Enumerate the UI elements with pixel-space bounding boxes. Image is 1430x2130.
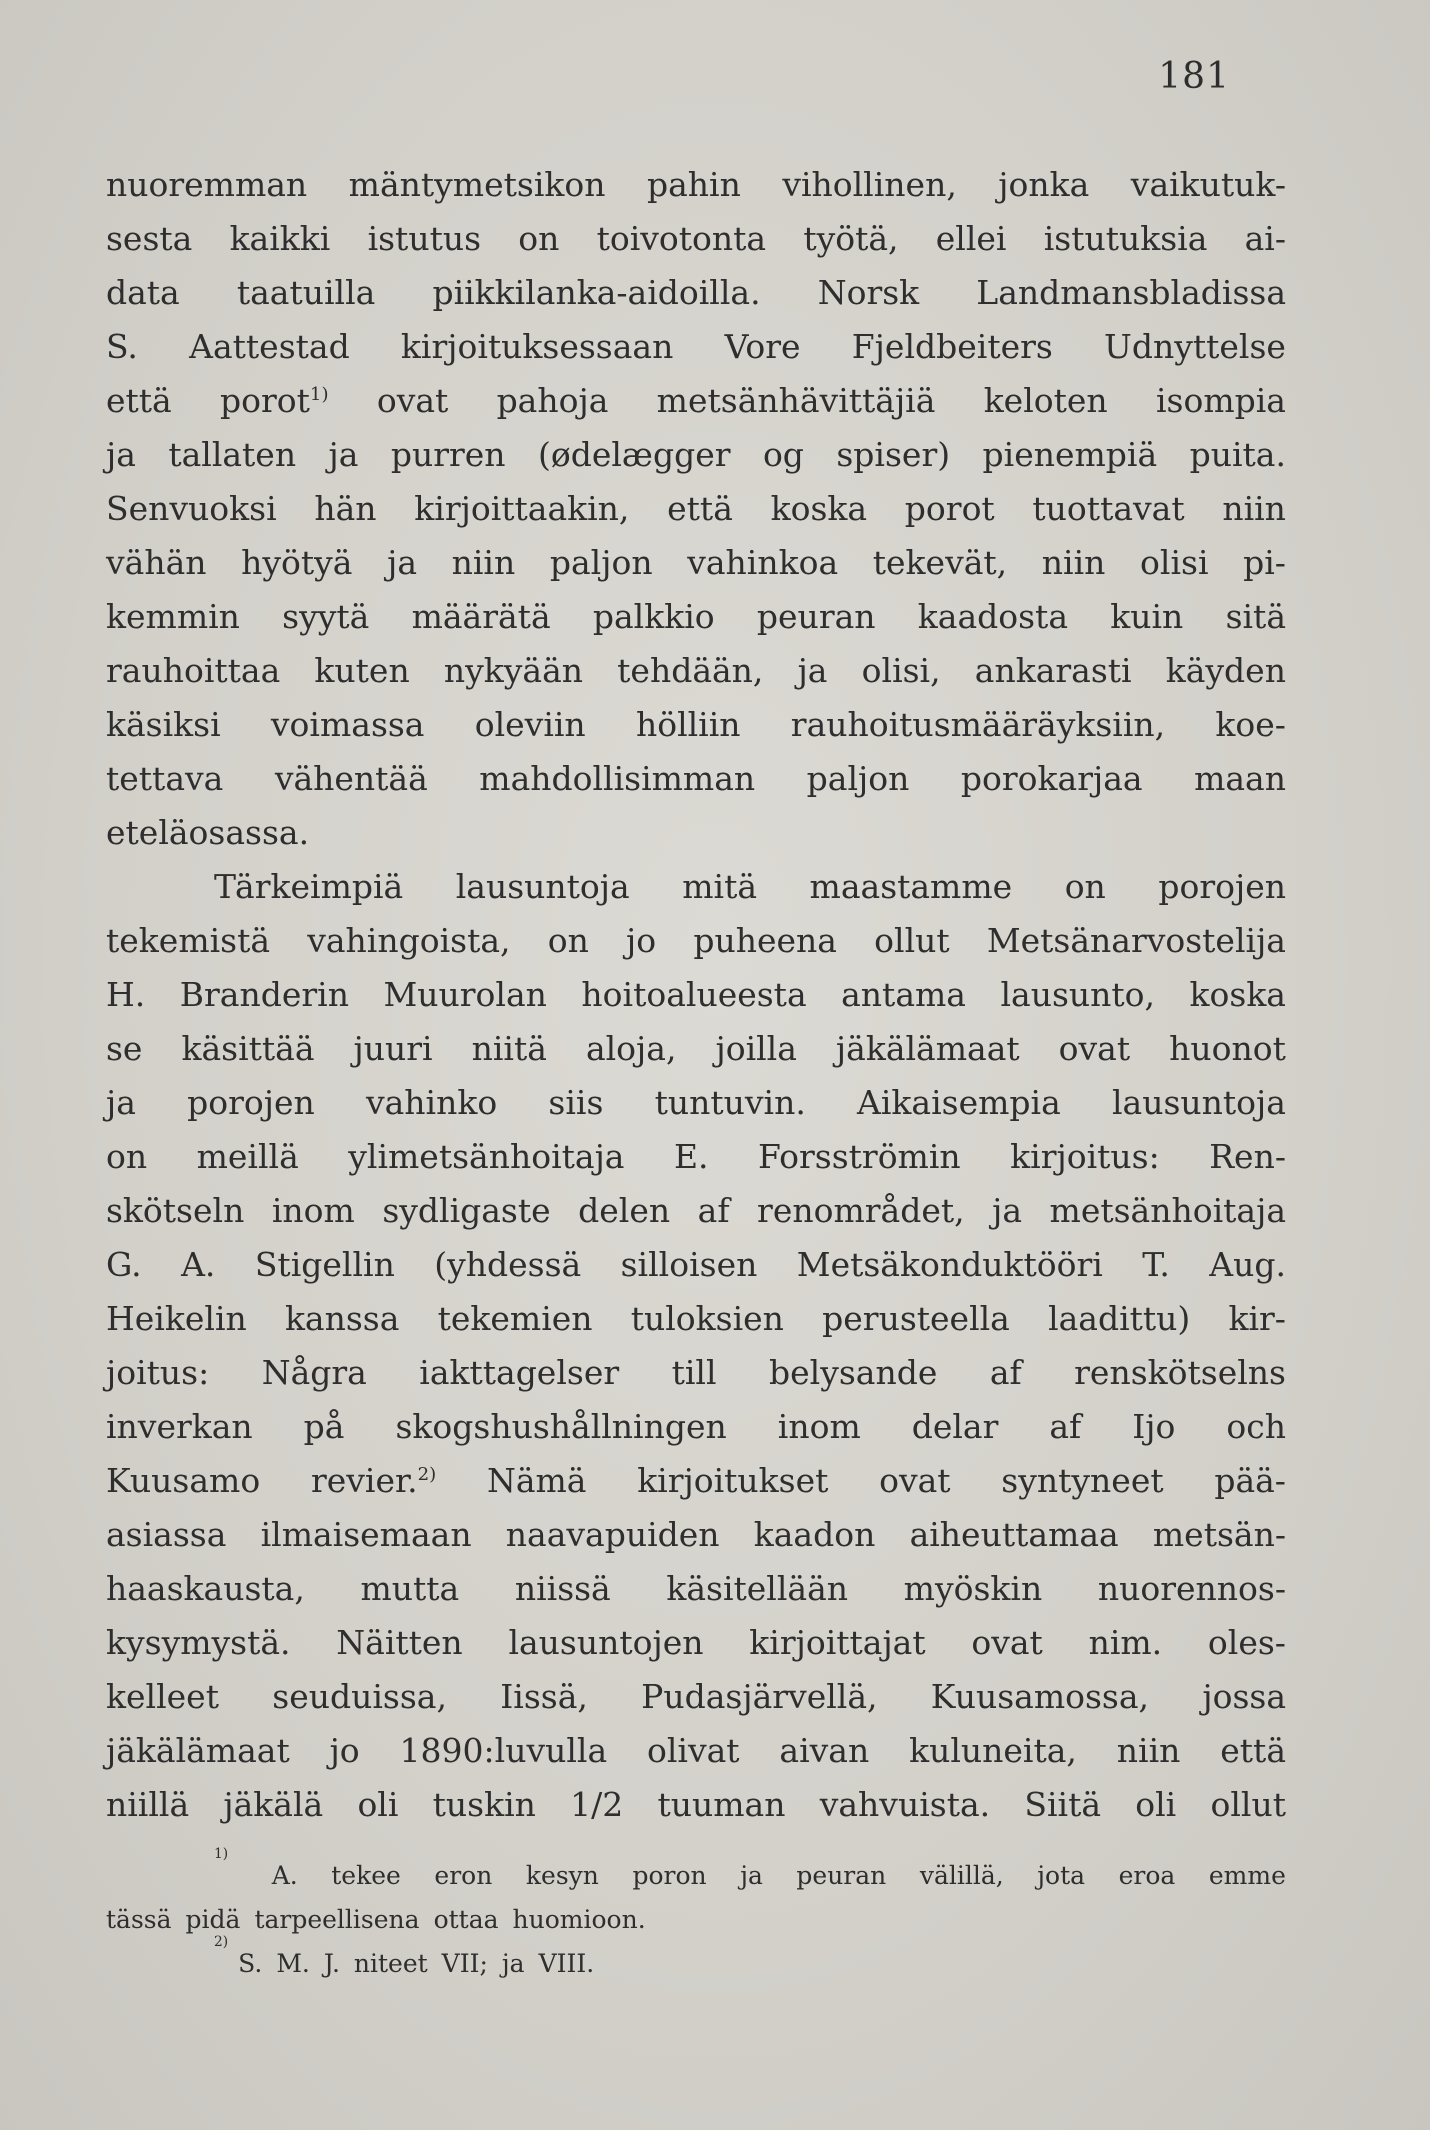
word: pienempiä	[982, 435, 1158, 474]
word: Metsäkonduktööri	[796, 1245, 1103, 1284]
word: maan	[1194, 759, 1286, 798]
word: käsiksi	[106, 705, 221, 744]
text-line	[106, 158, 1286, 212]
text-line	[106, 1346, 1286, 1400]
text-line	[106, 1238, 1286, 1292]
word: mäntymetsikon	[348, 165, 606, 204]
word: J.	[323, 1949, 340, 1978]
word: niin	[1116, 1731, 1181, 1770]
text-line	[106, 1184, 1286, 1238]
word: kaadosta	[917, 597, 1068, 636]
word: ja	[992, 1191, 1023, 1230]
word: Heikelin	[106, 1299, 247, 1338]
word: nim.	[1088, 1623, 1163, 1662]
word: syytä	[282, 597, 370, 636]
word: ai-	[1244, 219, 1286, 258]
word: hölliin	[635, 705, 741, 744]
word: koska	[770, 489, 868, 528]
word: kir-	[1228, 1299, 1286, 1338]
word: emme	[1208, 1861, 1286, 1890]
word: tuloksien	[630, 1299, 784, 1338]
word: kirjoituksessaan	[400, 327, 674, 366]
word: niteet	[353, 1949, 428, 1978]
word: Stigellin	[254, 1245, 395, 1284]
word: metsän-	[1152, 1515, 1286, 1554]
word: Pudasjärvellä,	[641, 1677, 878, 1716]
word: niin	[1222, 489, 1286, 528]
text-line	[106, 752, 1286, 806]
word: vähentää	[274, 759, 428, 798]
word: oli	[357, 1785, 399, 1824]
word: istutuksia	[1043, 219, 1208, 258]
word: jota	[1037, 1861, 1086, 1890]
word: tässä	[106, 1905, 172, 1934]
word: renområdet,	[757, 1191, 965, 1230]
word: lausuntojen	[508, 1623, 704, 1662]
word: vahingoista,	[307, 921, 511, 960]
word: nuorennos-	[1097, 1569, 1286, 1608]
word: vähän	[106, 543, 207, 582]
word: silloisen	[620, 1245, 758, 1284]
footnote-marker: 2)	[214, 1934, 229, 1950]
word: inom	[271, 1191, 355, 1230]
word: Aattestad	[189, 327, 350, 366]
footnote-marker: 2)	[417, 1464, 437, 1485]
word: porot$^{1)}$	[220, 381, 329, 420]
word: S.	[106, 327, 138, 366]
text-line	[106, 1076, 1286, 1130]
word: Branderin	[179, 975, 349, 1014]
word: perusteella	[822, 1299, 1010, 1338]
word: 1890:luvulla	[399, 1731, 608, 1770]
word: käsitellään	[666, 1569, 849, 1608]
word: T.	[1142, 1245, 1170, 1284]
word: E.	[673, 1137, 709, 1176]
text-line	[106, 914, 1286, 968]
text-line	[106, 536, 1286, 590]
word: asiassa	[106, 1515, 227, 1554]
word: tuskin	[432, 1785, 536, 1824]
word: naavapuiden	[505, 1515, 720, 1554]
word: syntyneet	[1001, 1461, 1164, 1500]
word: palkkio	[592, 597, 715, 636]
text-line	[106, 1670, 1286, 1724]
word: kemmin	[106, 597, 240, 636]
word: lausunto,	[1000, 975, 1156, 1014]
word: kirjoittaakin,	[414, 489, 630, 528]
word: voimassa	[270, 705, 425, 744]
word: delen	[578, 1191, 671, 1230]
word: vahinko	[365, 1083, 498, 1122]
word: on	[547, 921, 589, 960]
word: tuntuvin.	[654, 1083, 806, 1122]
word: delar	[911, 1407, 999, 1446]
word: eroa	[1118, 1861, 1176, 1890]
word: kaikki	[229, 219, 331, 258]
word: jäkälämaat	[835, 1029, 1020, 1068]
text-line	[106, 1400, 1286, 1454]
word: vahinkoa	[687, 543, 839, 582]
word: tekemistä	[106, 921, 271, 960]
word: aloja,	[585, 1029, 677, 1068]
text-line	[106, 1562, 1286, 1616]
word: och	[1226, 1407, 1286, 1446]
word: nuoremman	[106, 165, 308, 204]
word: toivotonta	[596, 219, 767, 258]
word: Iissä,	[500, 1677, 588, 1716]
word: vaikutuk-	[1130, 165, 1286, 204]
text-line	[106, 698, 1286, 752]
footnotes	[106, 1846, 1286, 1986]
word: maastamme	[809, 867, 1013, 906]
word: että	[1220, 1731, 1286, 1770]
text-line	[106, 1778, 1286, 1832]
word: Landmansbladissa	[976, 273, 1286, 312]
word: ja	[106, 1083, 136, 1122]
word: rauhoitusmääräyksiin,	[790, 705, 1166, 744]
word: spiser)	[836, 435, 951, 474]
word: metsänhävittäjiä	[656, 381, 936, 420]
word: aivan	[779, 1731, 870, 1770]
word: olisi,	[861, 651, 941, 690]
word: rauhoittaa	[106, 651, 281, 690]
word: puheena	[693, 921, 837, 960]
word: kirjoittajat	[749, 1623, 926, 1662]
word: kuin	[1110, 597, 1184, 636]
word: myöskin	[903, 1569, 1043, 1608]
word: Fjeldbeiters	[851, 327, 1053, 366]
word: poron	[632, 1861, 707, 1890]
word: keloten	[983, 381, 1108, 420]
word: af	[697, 1191, 730, 1230]
word: antama	[841, 975, 966, 1014]
word: porojen	[187, 1083, 315, 1122]
word: kuluneita,	[909, 1731, 1077, 1770]
word: niitä	[471, 1029, 547, 1068]
word: inverkan	[106, 1407, 253, 1446]
word: haaskausta,	[106, 1569, 305, 1608]
word: mutta	[360, 1569, 460, 1608]
word: till	[671, 1353, 717, 1392]
word: tuottavat	[1032, 489, 1185, 528]
word: kirjoitus:	[1010, 1137, 1160, 1176]
word: Ijo	[1132, 1407, 1176, 1446]
word: porot	[904, 489, 995, 528]
word: ovat	[1058, 1029, 1131, 1068]
word: puita.	[1189, 435, 1286, 474]
word: ovat	[376, 381, 449, 420]
word: Kuusamossa,	[930, 1677, 1150, 1716]
text-line	[106, 1130, 1286, 1184]
word: ja	[328, 435, 359, 474]
word: lausuntoja	[1111, 1083, 1286, 1122]
word: niin	[451, 543, 516, 582]
word: kirjoitukset	[637, 1461, 829, 1500]
word: kanssa	[284, 1299, 400, 1338]
word: meillä	[196, 1137, 299, 1176]
word: A.	[181, 1245, 216, 1284]
text-line	[106, 374, 1286, 428]
word: purren	[390, 435, 506, 474]
word: revier.$^{2)}$	[310, 1461, 437, 1500]
word: hän	[314, 489, 377, 528]
text-line	[106, 1508, 1286, 1562]
word: ollut	[1210, 1785, 1286, 1824]
word: tehdään,	[617, 651, 764, 690]
word: VII;	[441, 1949, 488, 1978]
word: määrätä	[411, 597, 551, 636]
word: pidä	[185, 1905, 241, 1934]
text-line	[106, 482, 1286, 536]
text-line	[106, 1454, 1286, 1508]
word: belysande	[768, 1353, 938, 1392]
word: olisi	[1140, 543, 1209, 582]
word: käsittää	[181, 1029, 315, 1068]
word: tarpeellisena	[254, 1905, 420, 1934]
footnote-marker: 1)	[214, 1846, 229, 1862]
footnote-marker: 1)	[309, 384, 329, 405]
text-line	[106, 1616, 1286, 1670]
page-number: 181	[1158, 56, 1230, 97]
word: mahdollisimman	[479, 759, 756, 798]
word: Ren-	[1209, 1137, 1286, 1176]
word: vahvuista.	[819, 1785, 991, 1824]
word: koska	[1189, 975, 1286, 1014]
word: ja	[740, 1861, 763, 1890]
word: Senvuoksi	[106, 489, 277, 528]
word: Aug.	[1209, 1245, 1286, 1284]
word: tuuman	[657, 1785, 786, 1824]
word: juuri	[353, 1029, 433, 1068]
word: seuduissa,	[272, 1677, 447, 1716]
word: kuten	[314, 651, 410, 690]
word: peuran	[796, 1861, 887, 1890]
word: Aikaisempia	[857, 1083, 1061, 1122]
word: Kuusamo	[106, 1461, 261, 1500]
text-line	[106, 1292, 1286, 1346]
word: kesyn	[525, 1861, 599, 1890]
word: Udnyttelse	[1104, 327, 1286, 366]
word: sitä	[1225, 597, 1286, 636]
word: ja	[387, 543, 417, 582]
word: Siitä	[1024, 1785, 1102, 1824]
word: hoitoalueesta	[581, 975, 807, 1014]
footnote-line	[106, 1846, 1286, 1898]
text-line	[106, 212, 1286, 266]
word: pää-	[1214, 1461, 1286, 1500]
text-line	[106, 1724, 1286, 1778]
word: ankarasti	[974, 651, 1132, 690]
word: sydligaste	[382, 1191, 551, 1230]
word: kysymystä.	[106, 1623, 291, 1662]
text-line	[106, 590, 1286, 644]
text-line	[106, 644, 1286, 698]
word: renskötselns	[1074, 1353, 1286, 1392]
word: jo	[329, 1731, 360, 1770]
word: Nämä	[486, 1461, 587, 1500]
word: jo	[626, 921, 657, 960]
word: kelleet	[106, 1677, 219, 1716]
word: tallaten	[168, 435, 297, 474]
text-line	[106, 266, 1286, 320]
word: Vore	[724, 327, 801, 366]
word: skogshushållningen	[395, 1407, 727, 1446]
word: koe-	[1215, 705, 1286, 744]
text-line	[106, 968, 1286, 1022]
word: ylimetsänhoitaja	[348, 1137, 625, 1176]
word: huonot	[1169, 1029, 1286, 1068]
word: ellei	[935, 219, 1007, 258]
word: siis	[548, 1083, 604, 1122]
word: peuran	[756, 597, 876, 636]
word: piikkilanka-aidoilla.	[432, 273, 761, 312]
word: ottaa	[433, 1905, 499, 1934]
word: ollut	[874, 921, 950, 960]
text-line	[106, 806, 1286, 860]
word: (ødelægger	[537, 435, 731, 474]
word: Tärkeimpiä	[214, 867, 404, 906]
word: jäkälä	[223, 1785, 324, 1824]
footnote-line	[106, 1898, 1286, 1942]
word: oles-	[1207, 1623, 1286, 1662]
word: af	[1049, 1407, 1082, 1446]
word: jonka	[998, 165, 1090, 204]
word: ja	[106, 435, 136, 474]
word: H.	[106, 975, 146, 1014]
word: M.	[276, 1949, 310, 1978]
word: paljon	[806, 759, 910, 798]
footnote-line	[106, 1934, 1286, 1986]
word: tettava	[106, 759, 224, 798]
word: ovat	[971, 1623, 1043, 1662]
word: välillä,	[919, 1861, 1004, 1890]
word: porojen	[1158, 867, 1286, 906]
word: ovat	[879, 1461, 951, 1500]
word: A.	[271, 1861, 298, 1890]
word: tekee	[331, 1861, 401, 1890]
word: ja	[797, 651, 828, 690]
word: eron	[434, 1861, 493, 1890]
word: huomioon.	[512, 1905, 646, 1934]
word: oleviin	[474, 705, 586, 744]
word: on	[1064, 867, 1106, 906]
word: kaadon	[753, 1515, 876, 1554]
word: af	[989, 1353, 1022, 1392]
word: eteläosassa.	[106, 813, 310, 852]
word: pahoja	[496, 381, 609, 420]
word: jossa	[1202, 1677, 1286, 1716]
word: Muurolan	[383, 975, 547, 1014]
word: S.	[238, 1949, 263, 1978]
word: on	[106, 1137, 148, 1176]
word: Forsströmin	[758, 1137, 961, 1176]
word: og	[762, 435, 804, 474]
word: joilla	[715, 1029, 797, 1068]
word: käyden	[1165, 651, 1286, 690]
text-line	[106, 860, 1286, 914]
word: tekemien	[437, 1299, 593, 1338]
body-text	[106, 158, 1286, 1832]
word: hyötyä	[241, 543, 353, 582]
word: isompia	[1155, 381, 1286, 420]
word: inom	[777, 1407, 861, 1446]
word: lausuntoja	[455, 867, 630, 906]
word: mitä	[682, 867, 758, 906]
word: (yhdessä	[434, 1245, 582, 1284]
word: G.	[106, 1245, 142, 1284]
word: on	[518, 219, 560, 258]
word: niissä	[514, 1569, 611, 1608]
word: porokarjaa	[960, 759, 1143, 798]
word: pi-	[1243, 543, 1286, 582]
word: taatuilla	[236, 273, 376, 312]
text-line	[106, 1022, 1286, 1076]
word: että	[106, 381, 172, 420]
word: joitus:	[106, 1353, 210, 1392]
word: Näitten	[336, 1623, 463, 1662]
word: olivat	[647, 1731, 740, 1770]
word: skötseln	[106, 1191, 245, 1230]
text-line	[106, 320, 1286, 374]
word: oli	[1135, 1785, 1177, 1824]
word: istutus	[367, 219, 482, 258]
word: paljon	[549, 543, 653, 582]
word: Några	[261, 1353, 367, 1392]
word: tekevät,	[872, 543, 1008, 582]
word: että	[667, 489, 733, 528]
text-line	[106, 428, 1286, 482]
word: aiheuttamaa	[909, 1515, 1119, 1554]
word: VIII.	[538, 1949, 595, 1978]
word: vihollinen,	[782, 165, 957, 204]
word: pahin	[646, 165, 741, 204]
word: ja	[501, 1949, 525, 1978]
word: ilmaisemaan	[260, 1515, 472, 1554]
word: jäkälämaat	[106, 1731, 290, 1770]
word: data	[106, 273, 180, 312]
word: laadittu)	[1048, 1299, 1191, 1338]
word: iakttagelser	[419, 1353, 620, 1392]
word: työtä,	[803, 219, 899, 258]
word: 1/2	[570, 1785, 624, 1824]
word: se	[106, 1029, 143, 1068]
word: niillä	[106, 1785, 190, 1824]
word: på	[303, 1407, 345, 1446]
word: metsänhoitaja	[1049, 1191, 1286, 1230]
word: Metsänarvostelija	[986, 921, 1286, 960]
word: sesta	[106, 219, 193, 258]
word: nykyään	[443, 651, 583, 690]
word: niin	[1041, 543, 1106, 582]
word: Norsk	[817, 273, 920, 312]
